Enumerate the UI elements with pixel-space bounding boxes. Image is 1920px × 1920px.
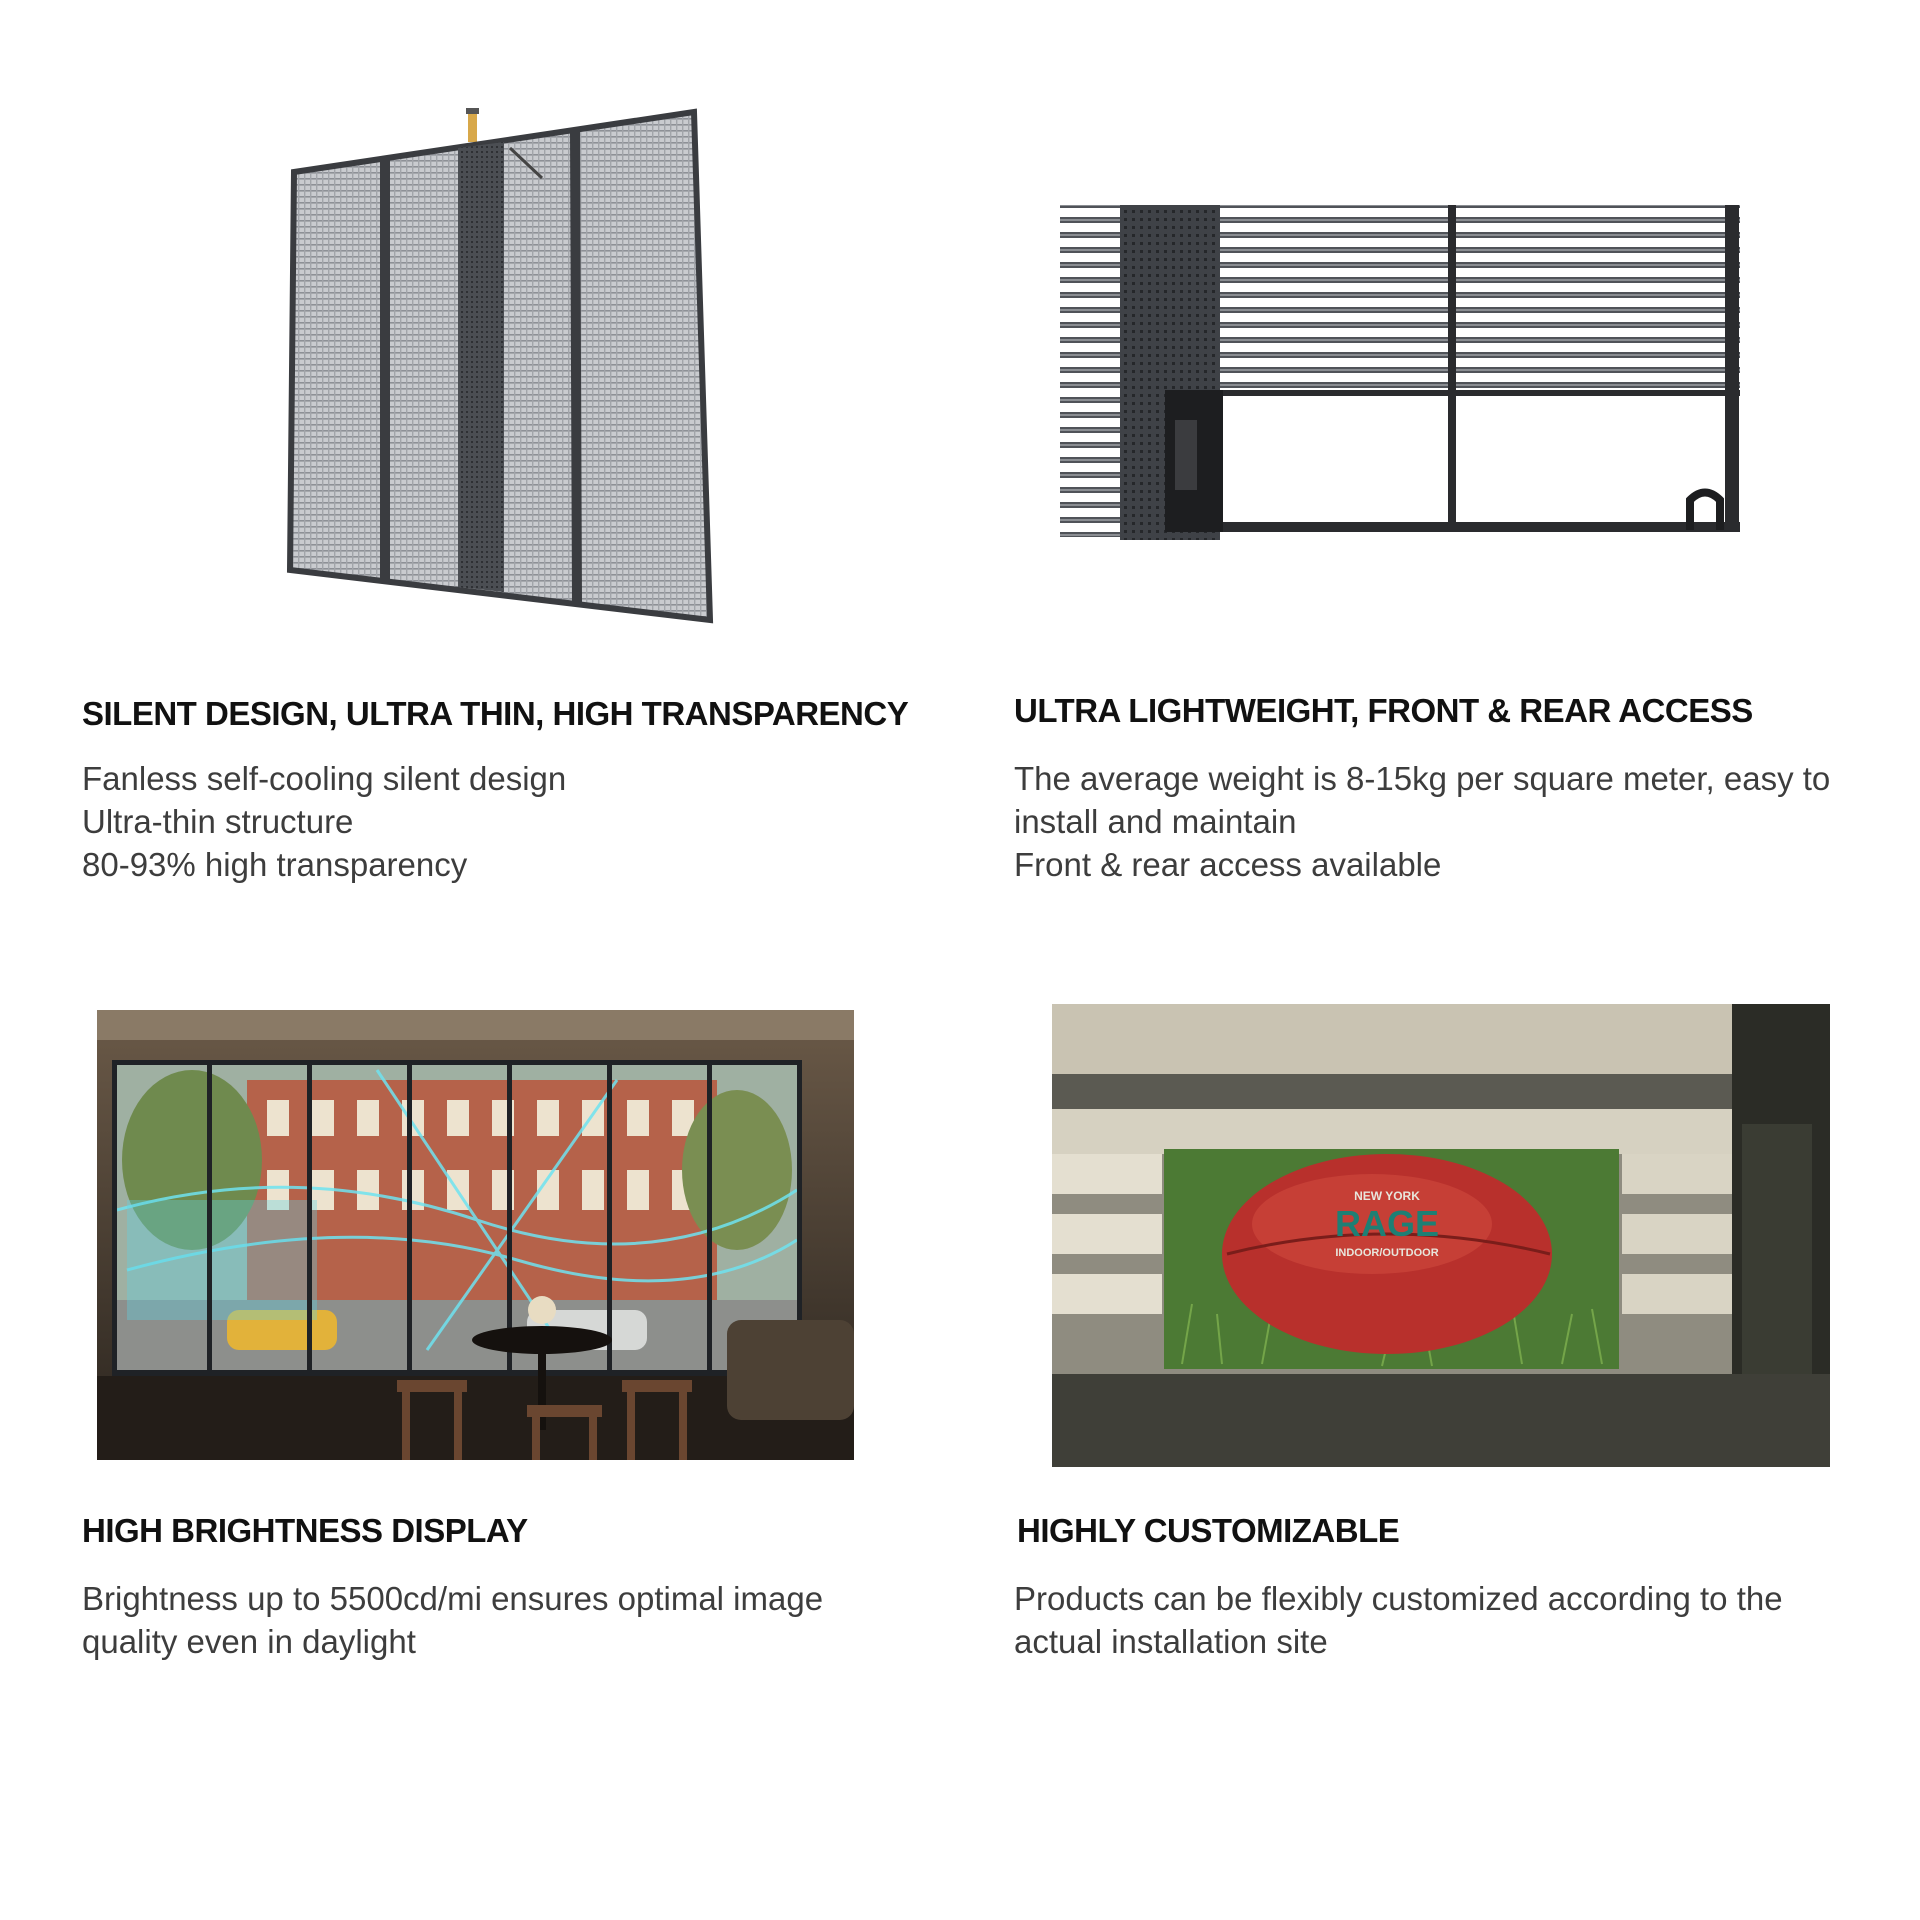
feature-4-description xyxy=(1014,1577,1783,1663)
feature-1-line-3: 80-93% high transparency xyxy=(82,846,468,883)
feature-1-title: SILENT DESIGN, ULTRA THIN, HIGH TRANSPARENCY xyxy=(82,695,909,732)
led-panel-front-image xyxy=(280,100,720,630)
feature-4-line-2: actual installation site xyxy=(1014,1623,1328,1660)
ball-brand-text: RAGE xyxy=(1334,1203,1440,1244)
feature-1-line-1: Fanless self-cooling silent design xyxy=(82,760,567,797)
feature-4-title: HIGHLY CUSTOMIZABLE xyxy=(1017,1512,1400,1549)
feature-1-description xyxy=(82,757,566,886)
feature-3-line-2: quality even in daylight xyxy=(82,1623,416,1660)
atrium-installation-photo xyxy=(1052,1004,1830,1467)
feature-3-line-1: Brightness up to 5500cd/mi ensures optimal image xyxy=(82,1580,824,1617)
window-installation-photo xyxy=(97,1010,854,1460)
feature-1-line-2: Ultra-thin structure xyxy=(82,803,354,840)
feature-3-description xyxy=(82,1577,823,1663)
feature-2-description xyxy=(1014,757,1830,886)
feature-2-line-3: Front & rear access available xyxy=(1014,846,1442,883)
ball-bottom-text: INDOOR/OUTDOOR xyxy=(1335,1247,1439,1259)
feature-4-line-1: Products can be flexibly customized according to the xyxy=(1014,1580,1783,1617)
feature-2-line-1: The average weight is 8-15kg per square meter, easy to xyxy=(1014,760,1831,797)
feature-2-title: ULTRA LIGHTWEIGHT, FRONT & REAR ACCESS xyxy=(1014,692,1753,729)
feature-3-title: HIGH BRIGHTNESS DISPLAY xyxy=(82,1512,528,1549)
led-strip-panel-image xyxy=(1050,200,1740,545)
feature-2-line-2: install and maintain xyxy=(1014,803,1297,840)
ball-top-text: NEW YORK xyxy=(1354,1189,1420,1203)
